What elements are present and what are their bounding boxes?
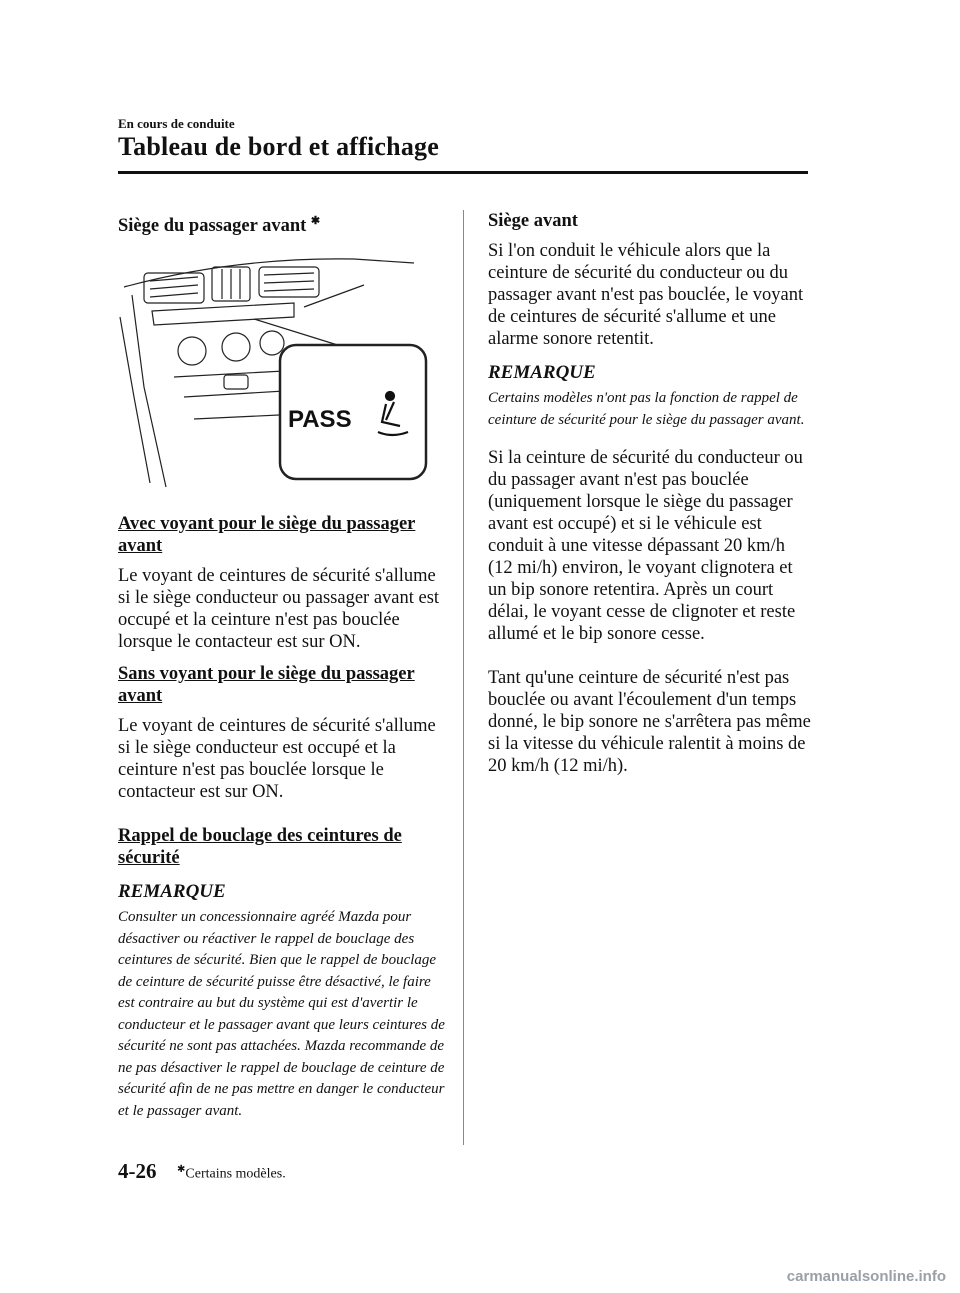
note-text: Certains modèles n'ont pas la fonction de rappel de ceinture de sécurité pour le siège du passager avant. [488, 390, 805, 428]
pass-label: PASS [288, 406, 352, 434]
paragraph-blinking: Si la ceinture de sécurité du conducteur ou du passager avant n'est pas bouclée (uniquement lorsque le siège du passager avant est occupé) et si le véhicule est conduit à une vitesse dépassant 20 km/h (12 mi/h) environ, le voyant clignotera et un bip sonore retentira. Après un court délai, le voyant cesse de clignoter et reste allumé et le bip sonore cesse. [488, 448, 803, 644]
footer-star: ✱ [177, 1164, 186, 1175]
subheading-with-indicator: Avec voyant pour le siège du passager avant [118, 514, 416, 557]
watermark: carmanualsonline.info [786, 1268, 946, 1285]
page-title: Tableau de bord et affichage [118, 132, 439, 161]
note-label: REMARQUE [488, 362, 596, 383]
paragraph-beep: Tant qu'une ceinture de sécurité n'est pas bouclée ou avant l'écoulement d'un temps donné, le bip sonore ne s'arrêtera pas même si la vitesse du véhicule ralentit à moins de 20 km/h (12 mi/h). [488, 668, 811, 776]
subheading-reminder: Rappel de bouclage des ceintures de sécurité [118, 826, 402, 869]
footer-note [177, 1164, 286, 1183]
heading-passenger-seat [118, 210, 448, 237]
section-label: En cours de conduite [118, 116, 235, 131]
note-text: Consulter un concessionnaire agréé Mazda pour désactiver ou réactiver le rappel de bouclage des ceintures de sécurité. Bien que le rappel de bouclage de ceinture de sécurité puisse être désactivé, le faire est contraire au but du système qui est d'avertir le conducteur et le passager avant que leurs ceintures de sécurité ne sont pas attachées. Mazda recommande de ne pas désactiver le rappel de bouclage de ceinture de sécurité afin de ne pas mettre en danger le conducteur et le passager avant. [118, 909, 445, 1119]
dashboard-illustration [114, 247, 432, 495]
paragraph-with-indicator: Le voyant de ceintures de sécurité s'allume si le siège conducteur ou passager avant est occupé et la ceinture n'est pas bouclée lorsque le contacteur est sur ON. [118, 566, 440, 653]
column-divider [463, 210, 464, 1145]
star-marker: ✱ [310, 215, 321, 227]
right-column [488, 210, 813, 787]
paragraph-without-indicator: Le voyant de ceintures de sécurité s'allume si le siège conducteur est occupé et la ceinture n'est pas bouclée lorsque le contacteur est sur ON. [118, 716, 436, 803]
note-label: REMARQUE [118, 881, 226, 903]
title-rule [118, 171, 808, 174]
heading-text: Siège du passager avant [118, 216, 307, 237]
footer-note-text: Certains modèles. [185, 1166, 286, 1182]
left-column [118, 210, 448, 1134]
heading-front-seat: Siège avant [488, 211, 578, 231]
paragraph-front-seat: Si l'on conduit le véhicule alors que la ceinture de sécurité du conducteur ou du passager avant n'est pas bouclée, le voyant de ceintures de sécurité s'allume et une alarme sonore retentit. [488, 241, 804, 349]
subheading-without-indicator: Sans voyant pour le siège du passager avant [118, 664, 415, 707]
page-number: 4-26 [118, 1159, 157, 1183]
